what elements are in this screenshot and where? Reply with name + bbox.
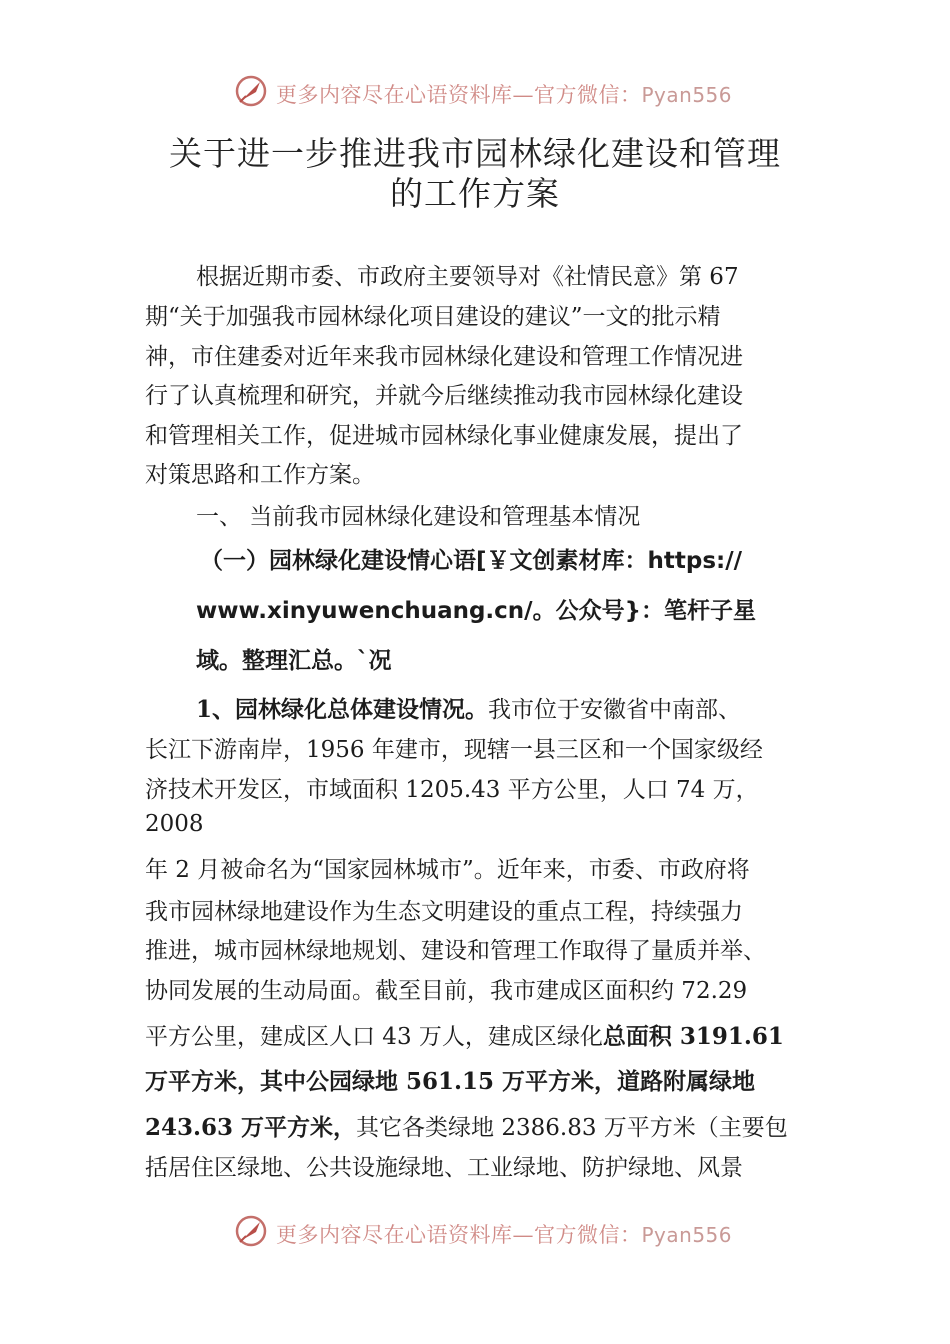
body-line: 平方公里，建成区人口 43 万人，建成区绿化总面积 3191.61	[145, 1023, 784, 1050]
intro-line: 行了认真梳理和研究，并就今后继续推动我市园林绿化建设	[145, 383, 743, 409]
section-heading: 一、 当前我市园林绿化建设和管理基本情况	[196, 504, 641, 530]
body-line: 2008	[145, 811, 204, 837]
highlight-text: 总面积 3191.61	[602, 1023, 784, 1050]
subheading-line: www.xinyuwenchuang.cn/。公众号}：笔杆子星	[196, 598, 756, 624]
document-title-line-2: 的工作方案	[390, 174, 560, 213]
body-line-bold: 万平方米，其中公园绿地 561.15 万平方米，道路附属绿地	[145, 1068, 756, 1095]
quill-logo-icon	[234, 1214, 268, 1248]
para-lead: 1、园林绿化总体建设情况。	[196, 696, 489, 723]
intro-line: 和管理相关工作，促进城市园林绿化事业健康发展，提出了	[145, 423, 743, 449]
wechat-id: Pyan556	[641, 1223, 733, 1247]
body-line: 年 2 月被命名为“国家园林城市”。近年来，市委、市政府将	[145, 857, 750, 883]
body-line: 我市园林绿地建设作为生态文明建设的重点工程，持续强力	[145, 899, 743, 925]
document-title-line-1: 关于进一步推进我市园林绿化建设和管理	[169, 134, 781, 173]
body-line: 括居住区绿地、公共设施绿地、工业绿地、防护绿地、风景	[145, 1155, 743, 1181]
body-line: 推进，城市园林绿地规划、建设和管理工作取得了量质并举、	[145, 938, 766, 964]
banner-text: 更多内容尽在心语资料库—官方微信：Pyan556	[276, 83, 733, 107]
intro-line: 对策思路和工作方案。	[145, 462, 375, 488]
subheading-line: 域。整理汇总。`况	[196, 648, 392, 674]
body-line: 济技术开发区，市域面积 1205.43 平方公里，人口 74 万，	[145, 777, 759, 803]
quill-logo-icon	[234, 74, 268, 108]
header-banner	[0, 70, 950, 114]
body-line: 1、园林绿化总体建设情况。我市位于安徽省中南部、	[196, 696, 742, 723]
intro-line: 根据近期市委、市政府主要领导对《社情民意》第 67	[196, 264, 739, 290]
wechat-id: Pyan556	[641, 83, 733, 107]
banner-text: 更多内容尽在心语资料库—官方微信：Pyan556	[276, 1223, 733, 1247]
body-line: 长江下游南岸，1956 年建市，现辖一县三区和一个国家级经	[145, 737, 763, 763]
intro-line: 期“关于加强我市园林绿化项目建设的建议”一文的批示精	[145, 304, 721, 330]
body-line: 243.63 万平方米，其它各类绿地 2386.83 万平方米（主要包	[145, 1114, 788, 1141]
intro-line: 神，市住建委对近年来我市园林绿化建设和管理工作情况进	[145, 344, 743, 370]
subheading-line: （一）园林绿化建设情心语[￥文创素材库：https://	[200, 548, 743, 574]
highlight-text: 243.63 万平方米，	[145, 1114, 357, 1141]
footer-banner	[0, 1210, 950, 1254]
body-line: 协同发展的生动局面。截至目前，我市建成区面积约 72.29	[145, 978, 748, 1004]
